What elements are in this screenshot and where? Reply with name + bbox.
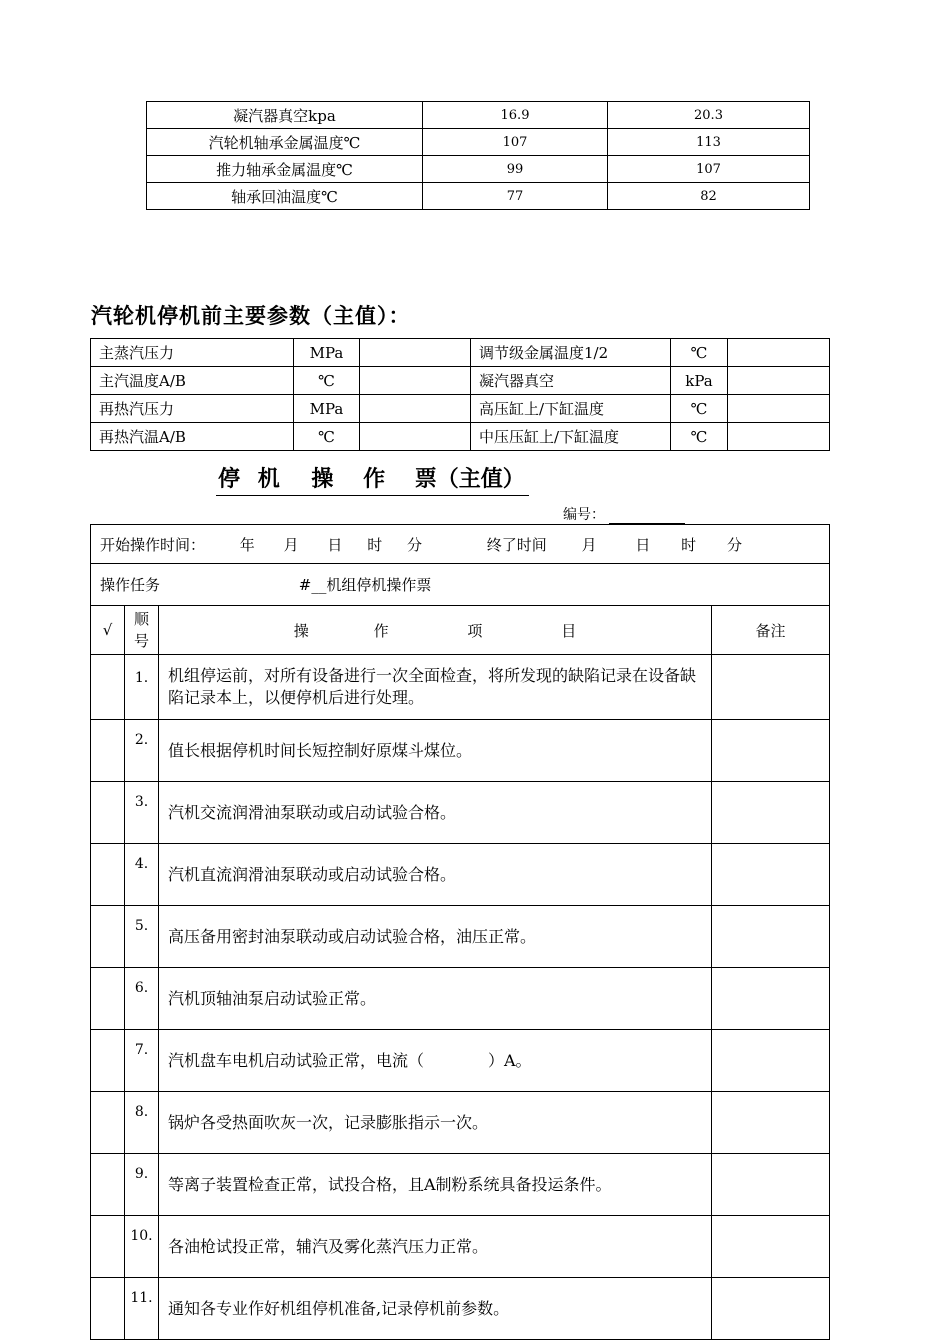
time-unit: 日 (327, 535, 343, 554)
note-cell[interactable] (712, 782, 830, 844)
note-cell[interactable] (712, 655, 830, 720)
param-value-cell[interactable] (360, 339, 471, 367)
limit-value-1: 77 (423, 183, 608, 210)
param-unit: ℃ (671, 395, 728, 423)
index-header: 顺号 (125, 606, 159, 655)
note-header: 备注 (712, 606, 830, 655)
param-name: 再热汽温A/B (91, 423, 294, 451)
limit-name: 汽轮机轴承金属温度℃ (147, 129, 423, 156)
step-index: 1. (125, 655, 159, 720)
serial-number (563, 504, 685, 524)
operation-table (90, 524, 830, 1340)
time-unit: 分 (726, 535, 742, 554)
task-value: #__机组停机操作票 (298, 576, 432, 594)
param-value-cell[interactable] (728, 423, 830, 451)
items-header-char: 作 (373, 621, 389, 640)
step-index: 3. (125, 782, 159, 844)
check-cell[interactable] (91, 782, 125, 844)
time-unit: 日 (635, 535, 651, 554)
table-row (91, 782, 830, 844)
step-text: 机组停运前，对所有设备进行一次全面检查，将所发现的缺陷记录在设备缺陷记录本上，以便停机后进行处理。 (159, 655, 712, 720)
check-cell[interactable] (91, 906, 125, 968)
param-value-cell[interactable] (360, 423, 471, 451)
step-index: 9. (125, 1154, 159, 1216)
limit-value-2: 113 (608, 129, 810, 156)
param-value-cell[interactable] (728, 395, 830, 423)
check-cell[interactable] (91, 1216, 125, 1278)
param-value-cell[interactable] (360, 395, 471, 423)
param-unit: ℃ (294, 367, 360, 395)
check-cell[interactable] (91, 655, 125, 720)
limit-value-1: 107 (423, 129, 608, 156)
param-unit: ℃ (294, 423, 360, 451)
param-unit: ℃ (671, 339, 728, 367)
param-unit: kPa (671, 367, 728, 395)
param-value-cell[interactable] (728, 339, 830, 367)
title-char: 作 (363, 467, 386, 492)
step-text: 各油枪试投正常，辅汽及雾化蒸汽压力正常。 (159, 1216, 712, 1278)
task-row (91, 564, 830, 606)
limit-name: 推力轴承金属温度℃ (147, 156, 423, 183)
step-text: 高压备用密封油泵联动或启动试验合格，油压正常。 (159, 906, 712, 968)
check-cell[interactable] (91, 1030, 125, 1092)
items-header-char: 项 (467, 621, 483, 640)
time-cell[interactable] (91, 525, 830, 564)
params-table (90, 338, 830, 451)
step-text: 等离子装置检查正常，试投合格，且A制粉系统具备投运条件。 (159, 1154, 712, 1216)
table-row (91, 1154, 830, 1216)
step-index: 11. (125, 1278, 159, 1340)
note-cell[interactable] (712, 968, 830, 1030)
items-header-char: 操 (293, 621, 309, 640)
param-name: 凝汽器真空 (471, 367, 671, 395)
time-row (91, 525, 830, 564)
table-row (91, 1092, 830, 1154)
step-index: 8. (125, 1092, 159, 1154)
step-index: 7. (125, 1030, 159, 1092)
check-cell[interactable] (91, 844, 125, 906)
param-name: 主汽温度A/B (91, 367, 294, 395)
table-row (91, 906, 830, 968)
table-row (91, 423, 830, 451)
table-row (91, 844, 830, 906)
param-name: 高压缸上/下缸温度 (471, 395, 671, 423)
time-unit: 时 (681, 535, 697, 554)
check-cell[interactable] (91, 720, 125, 782)
limit-value-2: 82 (608, 183, 810, 210)
serial-blank[interactable] (609, 509, 685, 524)
table-row (91, 720, 830, 782)
time-unit: 年 (239, 535, 255, 554)
param-unit: ℃ (671, 423, 728, 451)
step-index: 6. (125, 968, 159, 1030)
check-header: √ (91, 606, 125, 655)
step-text: 锅炉各受热面吹灰一次，记录膨胀指示一次。 (159, 1092, 712, 1154)
table-row (91, 395, 830, 423)
table-row (147, 183, 810, 210)
step-text: 汽机交流润滑油泵联动或启动试验合格。 (159, 782, 712, 844)
param-value-cell[interactable] (728, 367, 830, 395)
check-cell[interactable] (91, 1278, 125, 1340)
table-row (91, 1278, 830, 1340)
note-cell[interactable] (712, 1278, 830, 1340)
step-text: 值长根据停机时间长短控制好原煤斗煤位。 (159, 720, 712, 782)
note-cell[interactable] (712, 844, 830, 906)
items-header (159, 606, 712, 655)
table-row (91, 655, 830, 720)
step-text: 汽机直流润滑油泵联动或启动试验合格。 (159, 844, 712, 906)
table-row (147, 129, 810, 156)
title-char: 票（主值） (414, 467, 525, 492)
note-cell[interactable] (712, 1092, 830, 1154)
table-row (91, 1216, 830, 1278)
param-name: 主蒸汽压力 (91, 339, 294, 367)
note-cell[interactable] (712, 1154, 830, 1216)
param-name: 再热汽压力 (91, 395, 294, 423)
time-unit: 时 (367, 535, 383, 554)
step-text: 通知各专业作好机组停机准备,记录停机前参数。 (159, 1278, 712, 1340)
table-row (91, 367, 830, 395)
param-name: 中压压缸上/下缸温度 (471, 423, 671, 451)
step-index: 10. (125, 1216, 159, 1278)
limit-value-1: 99 (423, 156, 608, 183)
limit-value-2: 20.3 (608, 102, 810, 129)
ticket-title (216, 462, 529, 496)
step-index: 2. (125, 720, 159, 782)
task-cell[interactable] (91, 564, 830, 606)
time-unit: 分 (406, 535, 422, 554)
title-char: 操 (311, 467, 334, 492)
table-row (91, 968, 830, 1030)
step-index: 4. (125, 844, 159, 906)
limit-value-1: 16.9 (423, 102, 608, 129)
items-header-char: 目 (561, 621, 577, 640)
note-cell[interactable] (712, 720, 830, 782)
section-title: 汽轮机停机前主要参数（主值）： (91, 304, 411, 328)
table-row (147, 156, 810, 183)
param-name: 调节级金属温度1/2 (471, 339, 671, 367)
step-text: 汽机顶轴油泵启动试验正常。 (159, 968, 712, 1030)
check-cell[interactable] (91, 1154, 125, 1216)
note-cell[interactable] (712, 906, 830, 968)
title-char: 机 (257, 467, 280, 492)
limit-name: 凝汽器真空kpa (147, 102, 423, 129)
note-cell[interactable] (712, 1216, 830, 1278)
table-row (91, 339, 830, 367)
param-value-cell[interactable] (360, 367, 471, 395)
time-unit: 月 (581, 535, 597, 554)
table-row (147, 102, 810, 129)
param-unit[interactable]: MPa (294, 339, 360, 367)
header-row (91, 606, 830, 655)
time-unit: 月 (283, 535, 299, 554)
limit-name: 轴承回油温度℃ (147, 183, 423, 210)
serial-label: 编号： (563, 507, 605, 523)
check-cell[interactable] (91, 1092, 125, 1154)
end-time-label: 终了时间 (486, 535, 547, 554)
check-cell[interactable] (91, 968, 125, 1030)
step-text: 汽机盘车电机启动试验正常，电流（ ）A。 (159, 1030, 712, 1092)
limit-value-2: 107 (608, 156, 810, 183)
title-char: 停 (218, 467, 241, 492)
table-row (91, 1030, 830, 1092)
param-unit: MPa (294, 395, 360, 423)
start-time-label: 开始操作时间： (100, 535, 206, 554)
step-index: 5. (125, 906, 159, 968)
task-label: 操作任务 (100, 576, 161, 594)
limits-table (146, 101, 810, 210)
note-cell[interactable] (712, 1030, 830, 1092)
